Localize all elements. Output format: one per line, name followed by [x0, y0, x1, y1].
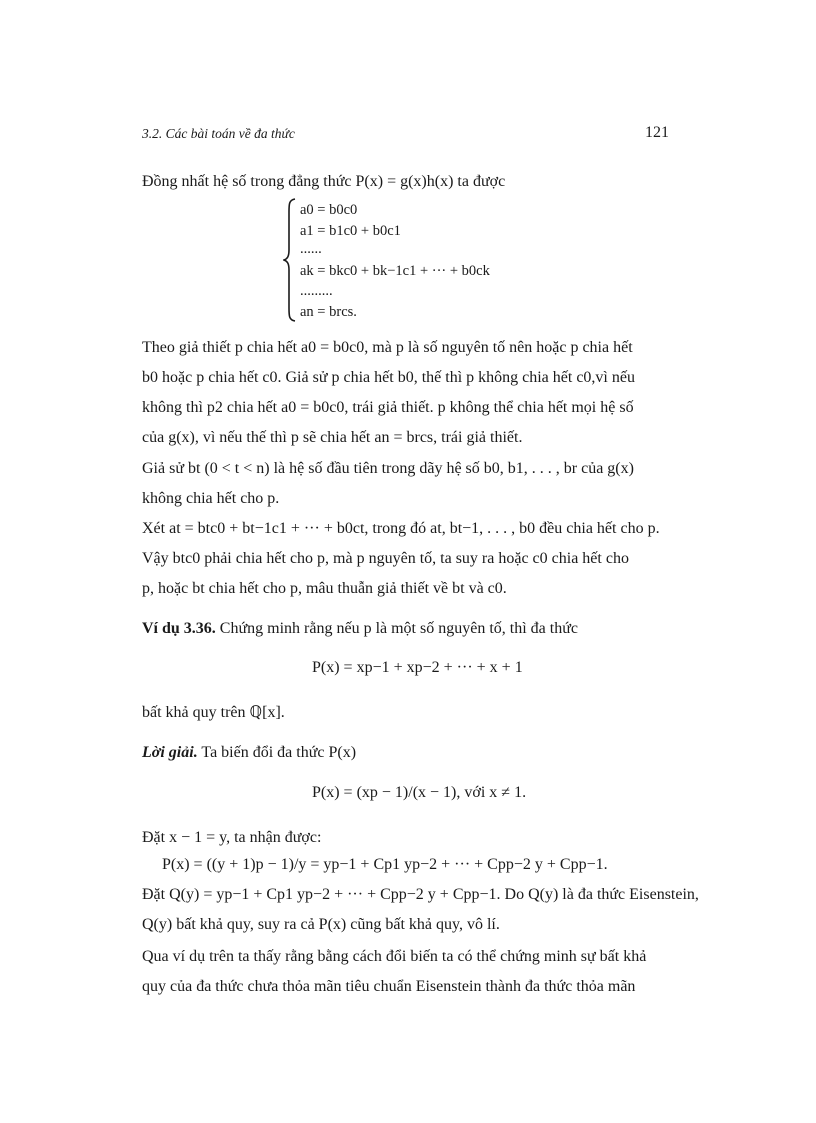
example-formula: P(x) = xp−1 + xp−2 + ··· + x + 1: [312, 659, 523, 676]
intro-line: Đồng nhất hệ số trong đẳng thức P(x) = g(x)h(x) ta được: [142, 173, 506, 190]
example-text: Chứng minh rằng nếu p là một số nguyên tố, thì đa thức: [219, 620, 578, 637]
substitution-line: Đặt x − 1 = y, ta nhận được:: [142, 829, 322, 846]
paragraph-line: quy của đa thức chưa thỏa mãn tiêu chuẩn Eisenstein thành đa thức thỏa mãn: [142, 978, 636, 995]
system-line: a0 = b0c0: [300, 202, 358, 218]
solution-formula: P(x) = (xp − 1)/(x − 1), với x ≠ 1.: [312, 784, 527, 801]
paragraph-line: Q(y) bất khả quy, suy ra cả P(x) cũng bất khả quy, vô lí.: [142, 916, 500, 933]
paragraph-line: không thì p2 chia hết a0 = b0c0, trái giả thiết. p không thể chia hết mọi hệ số: [142, 399, 634, 416]
example-heading: [142, 619, 672, 639]
left-brace-icon: [283, 198, 297, 322]
system-line: ......: [300, 241, 322, 257]
paragraph-line: của g(x), vì nếu thế thì p sẽ chia hết an = brcs, trái giả thiết.: [142, 429, 523, 446]
system-line: an = brcs.: [300, 304, 357, 320]
page-number: 121: [645, 124, 669, 141]
paragraph-line: b0 hoặc p chia hết c0. Giả sử p chia hết b0, thế thì p không chia hết c0,vì nếu: [142, 369, 635, 386]
paragraph-line: Giả sử bt (0 < t < n) là hệ số đầu tiên trong dãy hệ số b0, b1, . . . , br của g(x): [142, 460, 634, 477]
substitution-formula: P(x) = ((y + 1)p − 1)/y = yp−1 + Cp1 yp−2 + ··· + Cpp−2 y + Cpp−1.: [162, 856, 608, 873]
example-label: Ví dụ 3.36.: [142, 620, 216, 637]
solution-label: Lời giải.: [142, 744, 198, 761]
paragraph-line: Theo giả thiết p chia hết a0 = b0c0, mà p là số nguyên tố nên hoặc p chia hết: [142, 339, 633, 356]
system-line: ak = bkc0 + bk−1c1 + ··· + b0ck: [300, 263, 490, 279]
system-line: .........: [300, 283, 333, 299]
paragraph-line: không chia hết cho p.: [142, 490, 280, 507]
example-tail: bất khả quy trên ℚ[x].: [142, 704, 285, 721]
running-title: 3.2. Các bài toán về đa thức: [142, 126, 295, 141]
system-line: a1 = b1c0 + b0c1: [300, 223, 401, 239]
solution-heading: [142, 743, 672, 763]
solution-text: Ta biến đổi đa thức P(x): [201, 744, 357, 761]
paragraph-line: Vậy btc0 phải chia hết cho p, mà p nguyên tố, ta suy ra hoặc c0 chia hết cho: [142, 550, 629, 567]
paragraph-line: p, hoặc bt chia hết cho p, mâu thuẫn giả thiết về bt và c0.: [142, 580, 507, 597]
paragraph-line: Xét at = btc0 + bt−1c1 + ··· + b0ct, trong đó at, bt−1, . . . , b0 đều chia hết cho p.: [142, 520, 660, 537]
paragraph-line: Qua ví dụ trên ta thấy rằng bằng cách đổi biến ta có thể chứng minh sự bất khả: [142, 948, 647, 965]
paragraph-line: Đặt Q(y) = yp−1 + Cp1 yp−2 + ··· + Cpp−2 y + Cpp−1. Do Q(y) là đa thức Eisenstein,: [142, 886, 699, 903]
